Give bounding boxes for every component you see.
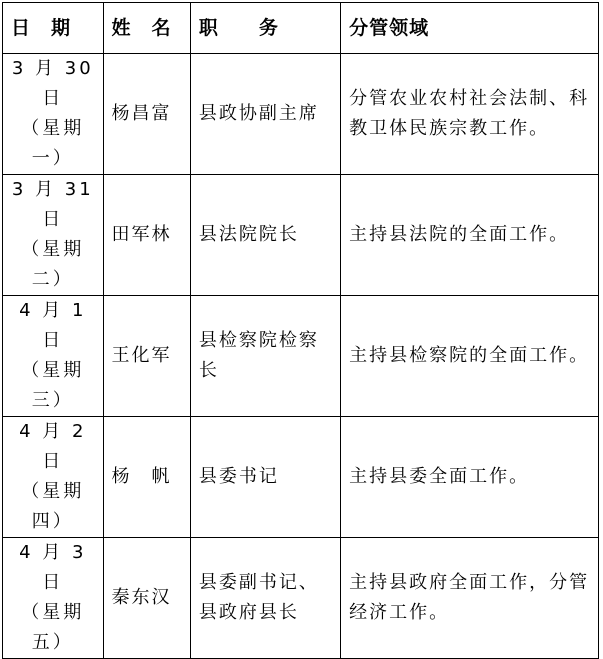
table-row [3, 54, 599, 175]
duty-cell: 县委书记 [190, 417, 340, 538]
area-cell: 分管农业农村社会法制、科教卫体民族宗教工作。 [341, 54, 599, 175]
area-cell: 主持县政府全面工作，分管经济工作。 [341, 538, 599, 659]
duty-cell: 县政协副主席 [190, 54, 340, 175]
date-cell [3, 296, 104, 417]
name-cell: 杨昌富 [103, 54, 190, 175]
header-duty: 职 务 [190, 3, 340, 54]
header-name: 姓 名 [103, 3, 190, 54]
table-row [3, 417, 599, 538]
date-text: 3 月 31 日 [11, 179, 94, 230]
date-cell [3, 417, 104, 538]
weekday-text: （星期五） [21, 602, 85, 653]
duty-cell: 县委副书记、县政府县长 [190, 538, 340, 659]
date-text: 4 月 2 日 [19, 421, 87, 472]
name-cell: 王化军 [103, 296, 190, 417]
area-cell: 主持县检察院的全面工作。 [341, 296, 599, 417]
table-row [3, 175, 599, 296]
name-cell: 杨 帆 [103, 417, 190, 538]
area-cell: 主持县委全面工作。 [341, 417, 599, 538]
date-cell [3, 54, 104, 175]
duty-cell: 县检察院检察长 [190, 296, 340, 417]
area-cell: 主持县法院的全面工作。 [341, 175, 599, 296]
date-text: 4 月 1 日 [19, 300, 87, 351]
date-text: 3 月 30 日 [11, 58, 94, 109]
table-header-row [3, 3, 599, 54]
header-date: 日 期 [3, 3, 104, 54]
duty-cell: 县法院院长 [190, 175, 340, 296]
weekday-text: （星期二） [21, 239, 85, 290]
table-row [3, 296, 599, 417]
duty-schedule-table [2, 2, 599, 659]
name-cell: 田军林 [103, 175, 190, 296]
weekday-text: （星期一） [21, 118, 85, 169]
header-area: 分管领域 [341, 3, 599, 54]
date-text: 4 月 3 日 [19, 542, 87, 593]
weekday-text: （星期三） [21, 360, 85, 411]
table-row [3, 538, 599, 659]
weekday-text: （星期四） [21, 481, 85, 532]
name-cell: 秦东汉 [103, 538, 190, 659]
date-cell [3, 175, 104, 296]
date-cell [3, 538, 104, 659]
